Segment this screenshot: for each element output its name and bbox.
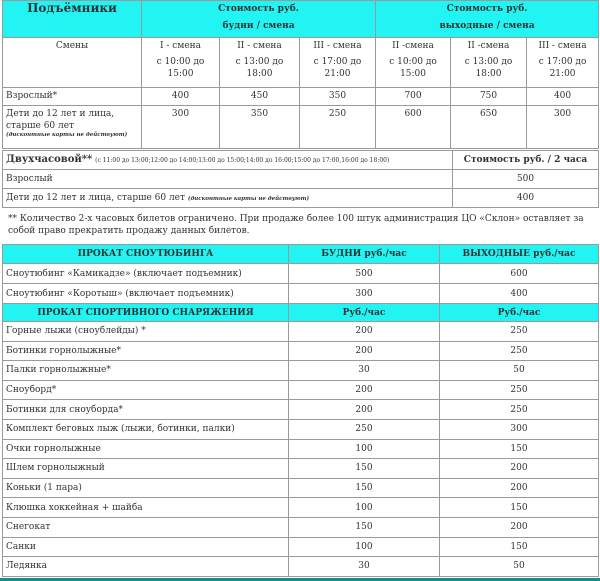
shift-time: с 17:00 до 21:00: [313, 57, 362, 79]
row-label: Ледянка: [3, 557, 289, 577]
price-cell: 30: [289, 361, 440, 381]
shift-name: II -смена: [467, 41, 510, 51]
price-cell: 150: [440, 537, 599, 557]
price-cell: 400: [142, 88, 220, 106]
table-row: [3, 170, 599, 189]
shift-name: II - смена: [237, 41, 282, 51]
weekend-header: [376, 1, 599, 38]
two-hour-times: (с 11:00 до 13:00;12:00 до 14:00;13:00 до 15:00;14:00 до 16:00;15:00 до 17:00,16:00 до 18:00): [95, 157, 390, 164]
price-cell: 200: [289, 341, 440, 361]
price-cell: 100: [289, 498, 440, 518]
table-row: [3, 106, 599, 149]
table-row: [3, 264, 599, 284]
row-label: Санки: [3, 537, 289, 557]
table-row: [3, 380, 599, 400]
row-label: Взрослый*: [3, 88, 142, 106]
price-cell: 30: [289, 557, 440, 577]
row-label: Комплект беговых лыж (лыжи, ботинки, палки): [3, 419, 289, 439]
price-cell: 200: [440, 459, 599, 479]
shift-time: с 17:00 до 21:00: [538, 57, 587, 79]
shift-time: с 13:00 до 18:00: [464, 57, 513, 79]
shifts-label: Смены: [3, 38, 142, 88]
row-label: Ботинки для сноуборда*: [3, 400, 289, 420]
shift-time: с 10:00 до 15:00: [156, 57, 205, 79]
price-cell: 250: [300, 106, 376, 149]
row-label: Клюшка хоккейная + шайба: [3, 498, 289, 518]
row-label: Взрослый: [3, 170, 453, 189]
price-cell: 300: [289, 284, 440, 304]
price-cell: 50: [440, 361, 599, 381]
table-row: [3, 341, 599, 361]
two-hour-cost-header: Стоимость руб. / 2 часа: [453, 151, 599, 170]
price-cell: 300: [142, 106, 220, 149]
tubing-weekday-header: БУДНИ руб./час: [289, 245, 440, 264]
row-label: Снегокат: [3, 517, 289, 537]
table-row: [3, 517, 599, 537]
price-cell: 150: [440, 439, 599, 459]
price-cell: 350: [300, 88, 376, 106]
shift-name: I - смена: [159, 41, 202, 51]
price-cell: 400: [453, 189, 599, 208]
price-cell: 300: [440, 419, 599, 439]
shift-time: с 13:00 до 18:00: [235, 57, 284, 79]
shift-name: III - смена: [538, 41, 587, 51]
price-cell: 100: [289, 439, 440, 459]
row-label: Палки горнолыжные*: [3, 361, 289, 381]
tubing-weekend-header: ВЫХОДНЫЕ руб./час: [440, 245, 599, 264]
price-cell: 600: [376, 106, 451, 149]
price-cell: 50: [440, 557, 599, 577]
row-label: Дети до 12 лет и лица, старше 60 лет: [6, 109, 115, 131]
price-cell: 650: [451, 106, 527, 149]
price-cell: 250: [440, 341, 599, 361]
price-cell: 450: [220, 88, 300, 106]
row-label: Шлем горнолыжный: [3, 459, 289, 479]
rental-col1-header: Руб./час: [289, 304, 440, 322]
price-cell: 150: [440, 498, 599, 518]
shift-cell: [527, 38, 599, 88]
weekday-cost-label: Стоимость руб.: [218, 4, 299, 14]
price-cell: 200: [440, 517, 599, 537]
price-cell: 250: [289, 419, 440, 439]
price-cell: 250: [440, 380, 599, 400]
two-hour-title: Двухчасовой**: [6, 154, 93, 165]
discount-note: (дисконтные карты не действуют): [187, 196, 310, 202]
row-label: Ботинки горнолыжные*: [3, 341, 289, 361]
rental-title: ПРОКАТ СПОРТИВНОГО СНАРЯЖЕНИЯ: [3, 304, 289, 322]
shift-name: II -смена: [392, 41, 434, 51]
price-cell: 200: [289, 380, 440, 400]
rental-col2-header: Руб./час: [440, 304, 599, 322]
row-label: Очки горнолыжные: [3, 439, 289, 459]
price-cell: 400: [440, 284, 599, 304]
rental-rows: [3, 322, 599, 577]
price-cell: 200: [440, 478, 599, 498]
row-label-cell: [3, 106, 142, 149]
table-row: [3, 459, 599, 479]
table-row: [3, 439, 599, 459]
table-row: [3, 537, 599, 557]
price-cell: 600: [440, 264, 599, 284]
table-row: [3, 419, 599, 439]
table-row: [3, 322, 599, 342]
price-cell: 250: [440, 400, 599, 420]
price-cell: 300: [527, 106, 599, 149]
weekend-cost-label: Стоимость руб.: [446, 4, 528, 14]
weekend-shift-label: выходные / смена: [439, 21, 535, 31]
discount-note: (дисконтные карты не действуют): [6, 132, 128, 138]
two-hour-table: [2, 150, 599, 208]
row-label: Сноутюбинг «Камикадзе» (включает подъемник): [3, 264, 289, 284]
price-cell: 500: [453, 170, 599, 189]
row-label: Сноутюбинг «Коротыш» (включает подъемник): [3, 284, 289, 304]
shift-name: III - смена: [313, 41, 362, 51]
price-cell: 350: [220, 106, 300, 149]
price-cell: 150: [289, 517, 440, 537]
price-cell: 400: [527, 88, 599, 106]
price-cell: 200: [289, 322, 440, 342]
shift-cell: [220, 38, 300, 88]
price-cell: 150: [289, 478, 440, 498]
price-cell: 100: [289, 537, 440, 557]
table-row: [3, 498, 599, 518]
lifts-title: Подъёмники: [3, 1, 142, 38]
table-row: [3, 557, 599, 577]
row-label-cell: [3, 189, 453, 208]
table-row: [3, 284, 599, 304]
table-row: [3, 189, 599, 208]
shift-cell: [451, 38, 527, 88]
row-label: Коньки (1 пара): [3, 478, 289, 498]
price-cell: 150: [289, 459, 440, 479]
price-cell: 700: [376, 88, 451, 106]
price-cell: 250: [440, 322, 599, 342]
two-hour-footnote: ** Количество 2-х часовых билетов ограничено. При продаже более 100 штук администрация ЦО «Склон» оставляет за собой право прекратить продажу данных билетов.: [8, 214, 584, 236]
table-row: [3, 400, 599, 420]
row-label: Дети до 12 лет и лица, старше 60 лет: [6, 193, 185, 203]
shift-cell: [142, 38, 220, 88]
row-label: Сноуборд*: [3, 380, 289, 400]
two-hour-title-cell: [3, 151, 453, 170]
price-cell: 200: [289, 400, 440, 420]
shift-time: с 10:00 до 15:00: [389, 57, 437, 79]
table-row: [3, 478, 599, 498]
tubing-title: ПРОКАТ СНОУТЮБИНГА: [3, 245, 289, 264]
lift-price-table: [2, 0, 599, 149]
price-cell: 750: [451, 88, 527, 106]
weekday-shift-label: будни / смена: [222, 21, 295, 31]
table-row: [3, 361, 599, 381]
price-cell: 500: [289, 264, 440, 284]
shift-cell: [300, 38, 376, 88]
shift-cell: [376, 38, 451, 88]
rental-table: [2, 244, 599, 577]
row-label: Горные лыжи (сноублейды) *: [3, 322, 289, 342]
weekday-header: [142, 1, 376, 38]
table-row: [3, 88, 599, 106]
